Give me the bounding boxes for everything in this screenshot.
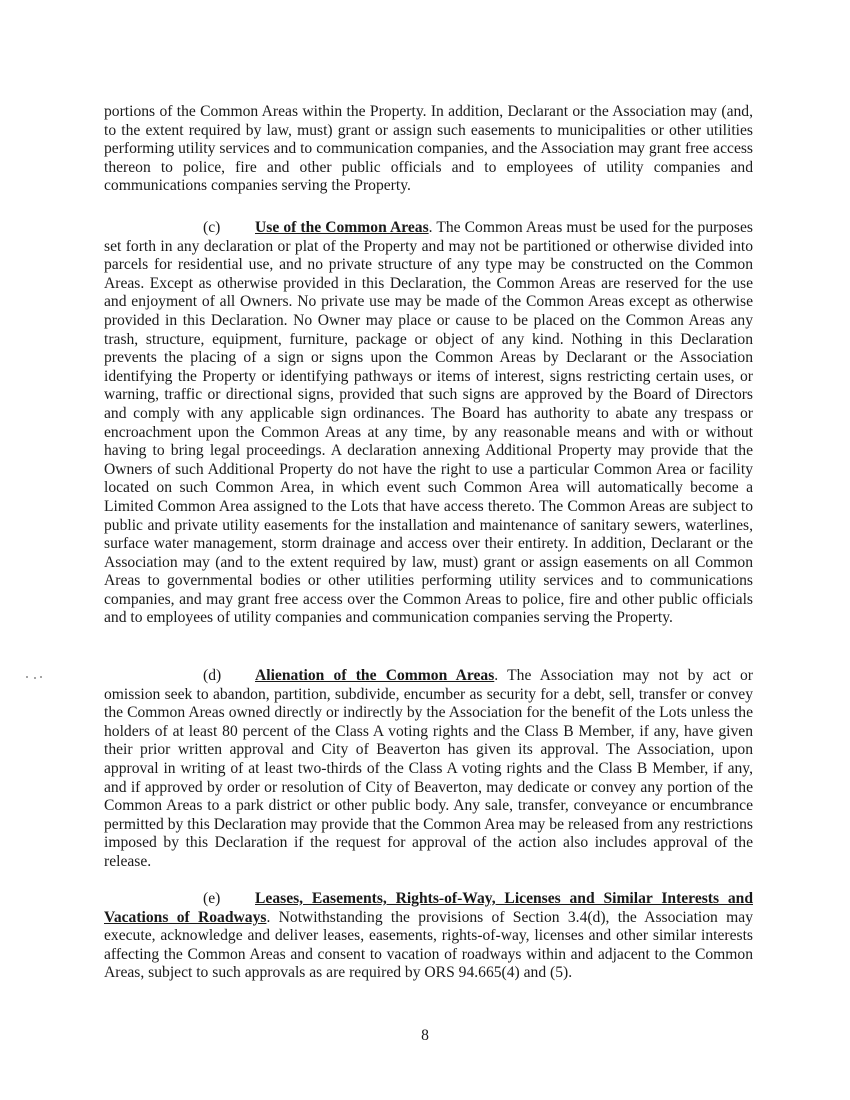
section-c-heading-punct: . bbox=[428, 219, 433, 236]
section-c-heading: Use of the Common Areas bbox=[255, 219, 429, 236]
scan-speck bbox=[40, 676, 42, 678]
section-e-body: Notwithstanding the provisions of Section 3.4(d), the Association may execute, acknowledge and deliver leases, easements, rights-of-way, licenses and other similar interests affecting the Common Areas and consent to vacation of roadways within and adjacent to the Common Areas, subject to such approvals as are required by ORS 94.665(4) and (5). bbox=[104, 908, 753, 982]
section-c-body: The Common Areas must be used for the purposes set forth in any declaration or plat of the Property and may not be partitioned or otherwise divided into parcels for residential use, and no private structure of any type may be constructed on the Common Areas. Except as otherwise provided in this Declaration, the Common Areas are reserved for the use and enjoyment of all Owners. No private use may be made of the Common Areas except as otherwise provided in this Declaration. No Owner may place or cause to be placed on the Common Areas any trash, structure, equipment, furniture, package or object of any kind. Nothing in this Declaration prevents the placing of a sign or signs upon the Common Areas by Declarant or the Association identifying the Property or identifying pathways or items of interest, signs restricting certain uses, or warning, traffic or directional signs, provided that such signs are approved by the Board of Directors and comply with any applicable sign ordinances. The Board has authority to abate any trespass or encroachment upon the Common Areas at any time, by any reasonable means and with or without having to bring legal proceedings. A declaration annexing Additional Property may provide that the Owners of such Additional Property do not have the right to use a particular Common Area or facility located on such Common Area, in which event such Common Area will automatically become a Limited Common Area assigned to the Lots that have access thereto. The Common Areas are subject to public and private utility easements for the installation and maintenance of sanitary sewers, waterlines, surface water management, storm drainage and access over their entirety. In addition, Declarant or the Association may (and to the extent required by law, must) grant or assign easements on all Common Areas to governmental bodies or other utilities performing utility services and to communications companies, and may grant free access over the Common Areas to police, fire and other public officials and to employees of utility companies and communication companies serving the Property. bbox=[104, 219, 753, 627]
section-e-paragraph bbox=[104, 890, 753, 983]
section-d-heading-punct: . bbox=[494, 667, 499, 684]
section-d-label: (d) bbox=[203, 667, 222, 684]
section-d-heading: Alienation of the Common Areas bbox=[255, 667, 495, 684]
scan-speck bbox=[26, 676, 28, 678]
section-e-heading-punct: . bbox=[266, 908, 271, 926]
section-e-heading: Leases, Easements, Rights-of-Way, Licenses and Similar Interests and Vacations of Roadways bbox=[104, 890, 753, 926]
section-c-label: (c) bbox=[203, 219, 221, 236]
section-c-paragraph bbox=[104, 219, 753, 628]
section-d-body: The Association may not by act or omission seek to abandon, partition, subdivide, encumber as security for a debt, sell, transfer or convey the Common Areas owned directly or indirectly by the Association for the benefit of the Lots unless the holders of at least 80 percent of the Class A voting rights and the Class B Member, if any, have given their prior written approval and City of Beaverton has given its approval. The Association, upon approval in writing of at least two-thirds of the Class A voting rights and the Class B Member, if any, and if approved by order or resolution of City of Beaverton, may dedicate or convey any portion of the Common Areas to a park district or other public body. Any sale, transfer, conveyance or encumbrance permitted by this Declaration may provide that the Common Area may be released from any restrictions imposed by this Declaration if the request for approval of the action also includes approval of the release. bbox=[104, 667, 753, 870]
section-d-paragraph bbox=[104, 667, 753, 872]
intro-paragraph: portions of the Common Areas within the Property. In addition, Declarant or the Association may (and, to the extent required by law, must) grant or assign such easements to municipalities or other utilities performing utility services and to communication companies, and the Association may grant free access thereon to police, fire and other public officials and to employees of utility companies and communications companies serving the Property. bbox=[104, 103, 753, 195]
section-e-label: (e) bbox=[203, 890, 221, 907]
scan-speck bbox=[34, 677, 36, 679]
page-number: 8 bbox=[421, 1027, 429, 1044]
